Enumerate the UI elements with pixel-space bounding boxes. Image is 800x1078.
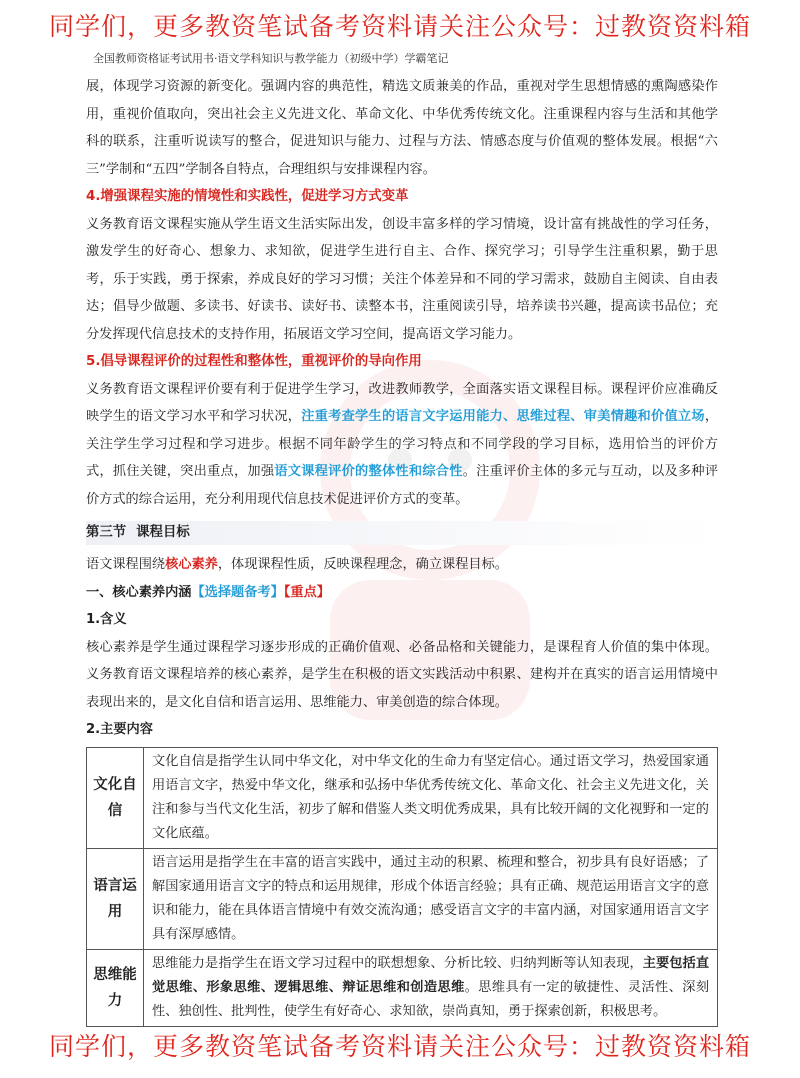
heading-evaluation: 5.倡导课程评价的过程性和整体性，重视评价的导向作用 bbox=[86, 354, 422, 369]
bottom-promo-banner: 同学们，更多教资笔试备考资料请关注公众号：过教资资料箱 bbox=[48, 1032, 751, 1061]
table-row bbox=[87, 949, 718, 1026]
highlight-thinking-types: 主要包括直觉思维、形象思维、逻辑思维、辩证思维和创造思维 bbox=[152, 955, 710, 995]
heading-main-contents: 2.主要内容 bbox=[86, 722, 153, 737]
tag-multiple-choice: 【选择题备考】 bbox=[191, 584, 284, 600]
row-key-thinking: 思维能力 bbox=[87, 949, 144, 1026]
running-header: 全国教师资格证考试用书·语文学科知识与教学能力（初级中学）学霸笔记 bbox=[93, 52, 449, 65]
paragraph-evaluation: 义务教育语文课程评价要有利于促进学生学习，改进教师教学，全面落实语文课程目标。课程评价应准确反映学生的语文学习水平和学习状况，注重考查学生的语言文字运用能力、思维过程、审美情趣和价值立场，关注学生学习过程和学习进步。根据不同年龄学生的学习特点和不同学段的学习目标，选用恰当的评价方式，抓住关键，突出重点，加强语文课程评价的整体性和综合性。注重评价主体的多元与互动，以及多种评价方式的综合运用，充分利用现代信息技术促进评价方式的变革。 bbox=[86, 381, 719, 507]
row-text-thinking: 思维能力是指学生在语文学习过程中的联想想象、分析比较、归纳判断等认知表现，主要包括直觉思维、形象思维、逻辑思维、辩证思维和创造思维。思维具有一定的敏捷性、灵活性、深刻性、独创性、批判性，使学生有好奇心、求知欲，崇尚真知，勇于探索创新，积极思考。 bbox=[144, 949, 718, 1026]
paragraph-implementation: 义务教育语文课程实施从学生语文生活实际出发，创设丰富多样的学习情境，设计富有挑战性的学习任务，激发学生的好奇心、想象力、求知欲，促进学生进行自主、合作、探究学习；引导学生注重积累，勤于思考，乐于实践，勇于探索，养成良好的学习习惯；关注个体差异和不同的学习需求，鼓励自主阅读、自由表达；倡导少做题、多读书、好读书、读好书、读整本书，注重阅读引导，培养读书兴趣，提高读书品位；充分发挥现代信息技术的支持作用，拓展语文学习空间，提高语文学习能力。 bbox=[86, 216, 718, 342]
section-title-bar: 第三节 课程目标 bbox=[86, 521, 718, 545]
heading-definition: 1.含义 bbox=[86, 612, 127, 627]
row-key-culture: 文化自信 bbox=[87, 747, 144, 848]
page-body bbox=[86, 73, 718, 1027]
subheading-core-literacy: 一、核心素养内涵【选择题备考】【重点】 bbox=[86, 584, 330, 600]
paragraph-intro: 语文课程围绕核心素养，体现课程性质，反映课程理念，确立课程目标。 bbox=[86, 557, 508, 572]
paragraph-definition: 核心素养是学生通过课程学习逐步形成的正确价值观、必备品格和关键能力，是课程育人价值的集中体现。义务教育语文课程培养的核心素养，是学生在积极的语文实践活动中积累、建构并在真实的语言运用情境中表现出来的，是文化自信和语言运用、思维能力、审美创造的综合体现。 bbox=[86, 639, 718, 710]
heading-implementation: 4.增强课程实施的情境性和实践性，促进学习方式变革 bbox=[86, 189, 409, 204]
row-text-language: 语言运用是指学生在丰富的语言实践中，通过主动的积累、梳理和整合，初步具有良好语感；了解国家通用语言文字的特点和运用规律，形成个体语言经验；具有正确、规范运用语言文字的意识和能力，能在具体语言情境中有效交流沟通；感受语言文字的丰富内涵，对国家通用语言文字具有深厚感情。 bbox=[144, 848, 718, 949]
highlight-core-literacy: 核心素养 bbox=[165, 557, 218, 572]
table-row bbox=[87, 848, 718, 949]
highlight-assessment-focus: 注重考查学生的语言文字运用能力、思维过程、审美情趣和价值立场 bbox=[301, 409, 705, 424]
row-text-culture: 文化自信是指学生认同中华文化，对中华文化的生命力有坚定信心。通过语文学习，热爱国家通用语言文字，热爱中华文化，继承和弘扬中华优秀传统文化、革命文化、社会主义先进文化，关注和参与当代文化生活，初步了解和借鉴人类文明优秀成果，具有比较开阔的文化视野和一定的文化底蕴。 bbox=[144, 747, 718, 848]
tag-key-point: 【重点】 bbox=[283, 584, 330, 600]
core-literacy-table bbox=[86, 747, 718, 1027]
table-row bbox=[87, 747, 718, 848]
row-key-language: 语言运用 bbox=[87, 848, 144, 949]
paragraph-content-arrangement: 展，体现学习资源的新变化。强调内容的典范性，精选文质兼美的作品，重视对学生思想情感的熏陶感染作用，重视价值取向，突出社会主义先进文化、革命文化、中华优秀传统文化。注重课程内容与生活和其他学科的联系，注重听说读写的整合，促进知识与能力、过程与方法、情感态度与价值观的整体发展。根据“六三”学制和“五四”学制各自特点，合理组织与安排课程内容。 bbox=[86, 79, 718, 177]
top-promo-banner: 同学们，更多教资笔试备考资料请关注公众号：过教资资料箱 bbox=[48, 12, 751, 41]
highlight-evaluation-whole: 语文课程评价的整体性和综合性 bbox=[274, 464, 463, 479]
